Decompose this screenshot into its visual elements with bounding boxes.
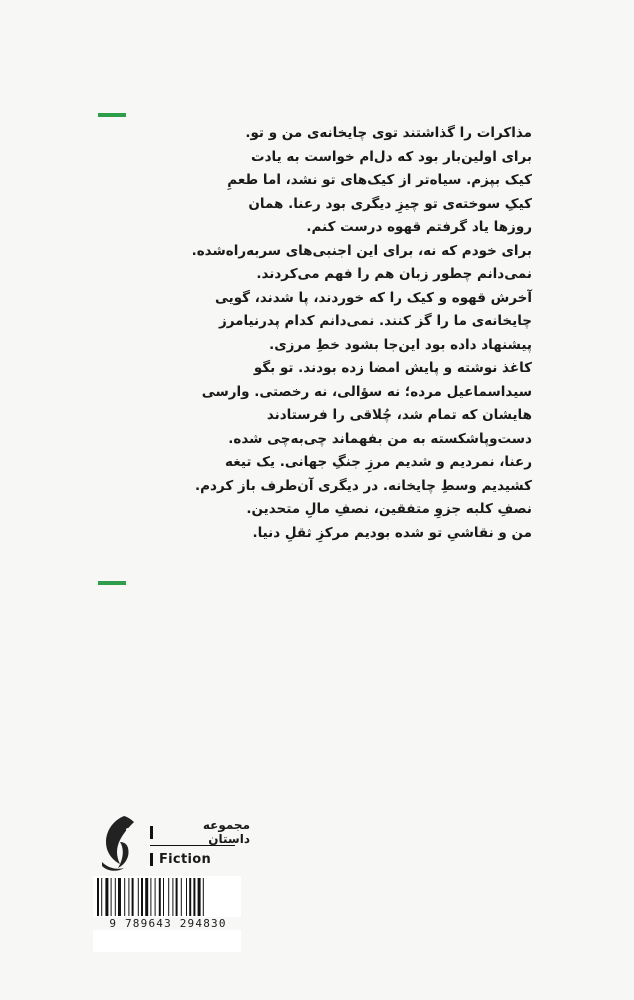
text-line: رعنا، نمردیم و شدیم مرزِ جنگِ جهانی. یک تیغه [225,454,532,470]
publisher-logo-icon [94,812,140,874]
text-line: کیکِ سوخته‌ی تو چیزِ دیگری بود رعنا. همان [248,195,532,212]
series-english-label: Fiction [159,851,211,867]
text-line: نصفِ کلبه جزوِ متفقین، نصفِ مالِ متحدین. [246,501,532,517]
text-line: سیداسماعیل مرده؛ نه سؤالی، نه رخصتی. وارسی [201,383,532,400]
text-line: چایخانه‌ی ما را گز کنند. نمی‌دانم کدام پدرنیامرز [218,313,532,329]
text-line: برای اولین‌بار بود که دل‌ام خواست به یادت [251,148,532,165]
text-line: کشیدیم وسطِ چایخانه. در دیگری آن‌طرف باز کردم. [195,477,532,494]
top-green-rule [98,113,126,117]
text-line: برای خودم که نه، برای این اجنبی‌های سربه‌راه‌شده. [191,242,532,259]
series-persian-label: مجموعه داستان [202,818,250,846]
text-line: مذاکرات را گذاشتند توی چایخانه‌ی من و تو. [245,125,532,141]
isbn-barcode [93,876,241,952]
series-bar-icon [150,853,153,866]
text-line: کاغذ نوشته و پایش امضا زده بودند. تو بگو [253,360,532,376]
text-line: دست‌وپاشکسته به من بفهماند چی‌به‌چی شده. [228,430,532,447]
text-line: هایشان که تمام شد، چُلاقی را فرستادند [266,407,532,423]
back-cover-text [92,122,532,545]
series-label [150,818,250,869]
text-line: روزها یاد گرفتم قهوه درست کنم. [306,219,532,235]
text-line: نمی‌دانم چطور زبان هم را فهم می‌کردند. [256,266,532,282]
series-bar-icon [150,826,153,839]
text-line: پیشنهاد داده بود این‌جا بشود خطِ مرزی. [269,336,532,353]
text-line: آخرش قهوه و کیک را که خوردند، پا شدند، گویی [214,289,532,306]
isbn-digits: 9 789643 294830 [93,917,243,930]
text-line: من و نقاشیِ تو شده بودیم مرکزِ ثقلِ دنیا. [252,524,532,541]
text-line: کیک بپزم. سیاه‌تر از کیک‌های تو نشد، اما طعمِ [227,172,532,188]
bottom-green-rule [98,581,126,585]
